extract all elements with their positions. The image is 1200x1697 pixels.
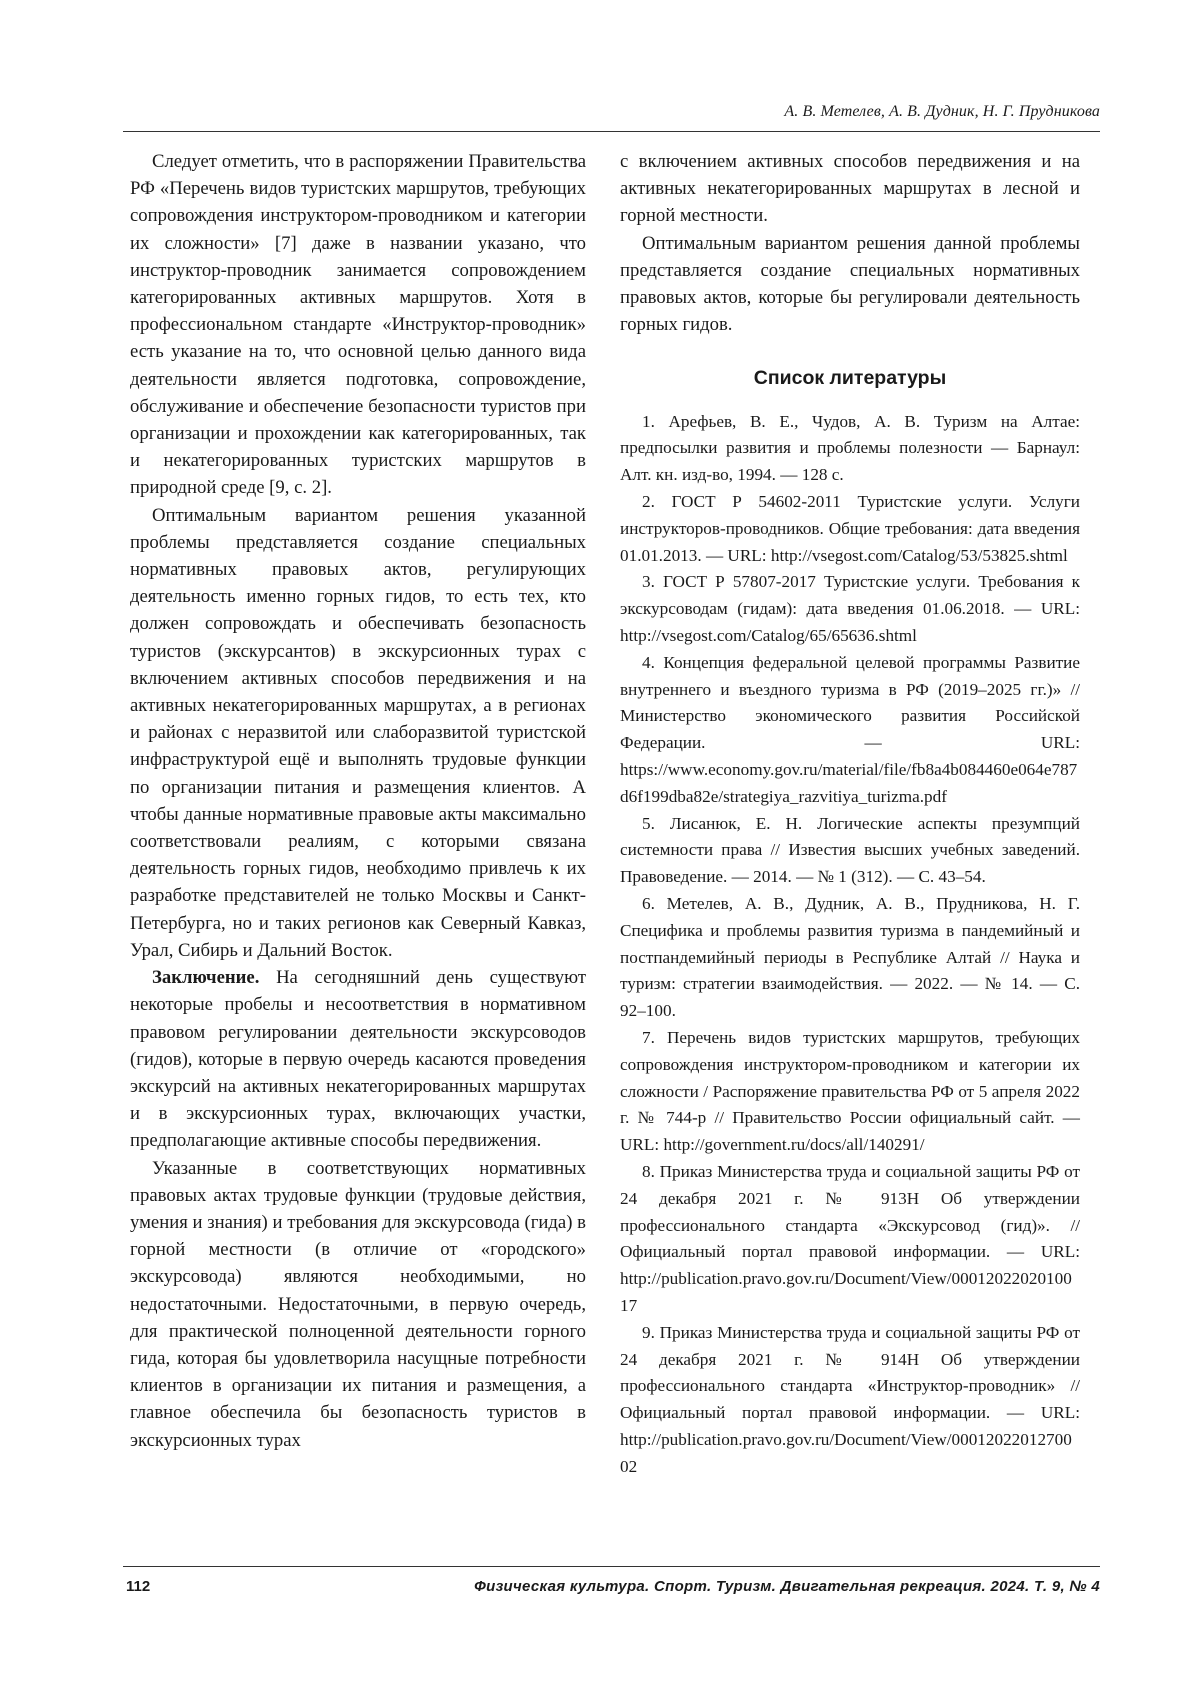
reference-item: 9. Приказ Министерства труда и социальной защиты РФ от 24 декабря 2021 г. № 914Н Об утверждении профессионального стандарта «Инструктор-проводник» // Официальный портал правовой информации. — URL: http://publication.pravo.gov.ru/Document/View/0001202201270002: [620, 1322, 1080, 1476]
header-rule: [123, 131, 1100, 132]
journal-title: Физическая культура. Спорт. Туризм. Двигательная рекреация. 2024. Т. 9, № 4: [474, 1578, 1100, 1595]
paragraph: Оптимальным вариантом решения данной проблемы представляется создание специальных нормативных правовых актов, которые бы регулировали деятельность горных гидов.: [620, 232, 1080, 336]
conclusion-label: Заключение.: [152, 967, 260, 989]
paragraph: с включением активных способов передвижения и на активных некатегорированных маршрутах в лесной и горной местности.: [620, 151, 1080, 227]
reference-item: 4. Концепция федеральной целевой программы Развитие внутреннего и въездного туризма в РФ (2019–2025 гг.)» // Министерство экономического развития Российской Федерации. — URL: https://www.economy.gov.ru/material/file/fb8a4b084460e064e787d6f199dba82e/strategiya_razvitiya_turizma.pdf: [620, 652, 1080, 806]
right-column: [620, 148, 1080, 1481]
page-number: 112: [126, 1578, 151, 1595]
conclusion-text: На сегодняшний день существуют некоторые пробелы и несоответствия в нормативном правовом регулировании деятельности экскурсоводов (гидов), которые в первую очередь касаются проведения экскурсий на активных некатегорированных маршрутах и в экскурсионных турах, включающих участки, предполагающие активные способы передвижения.: [130, 967, 586, 1152]
reference-item: 8. Приказ Министерства труда и социальной защиты РФ от 24 декабря 2021 г. № 913Н Об утверждении профессионального стандарта «Экскурсовод (гид)». // Официальный портал правовой информации. — URL: http://publication.pravo.gov.ru/Document/View/0001202202010017: [620, 1161, 1080, 1315]
reference-item: 7. Перечень видов туристских маршрутов, требующих сопровождения инструктором-проводником и категории их сложности / Распоряжение правительства РФ от 5 апреля 2022 г. № 744-р // Правительство России официальный сайт. — URL: http://government.ru/docs/all/140291/: [620, 1027, 1080, 1155]
paragraph: Указанные в соответствующих нормативных правовых актах трудовые функции (трудовые действия, умения и знания) и требования для экскурсовода (гида) в горной местности (в отличие от «городского» экскурсовода) являются необходимыми, но недостаточными. Недостаточными, в первую очередь, для практической полноценной деятельности горного гида, которая бы удовлетворила насущные потребности клиентов в организации их питания и размещения, а главное обеспечила бы безопасность туристов в экскурсионных турах: [130, 1157, 586, 1451]
reference-item: 3. ГОСТ Р 57807-2017 Туристские услуги. Требования к экскурсоводам (гидам): дата введения 01.06.2018. — URL: http://vsegost.com/Catalog/65/65636.shtml: [620, 572, 1080, 645]
paragraph: Следует отметить, что в распоряжении Правительства РФ «Перечень видов туристских маршрутов, требующих сопровождения инструктором-проводником и категории их сложности» [7] даже в названии указано, что инструктор-проводник занимается сопровождением категорированных активных маршрутов. Хотя в профессиональном стандарте «Инструктор-проводник» есть указание на то, что основной целью данного вида деятельности является подготовка, сопровождение, обслуживание и обеспечение безопасности туристов при организации и прохождении как категорированных, так и некатегорированных туристских маршрутов в природной среде [9, с. 2].: [130, 151, 586, 499]
conclusion-paragraph: [130, 964, 586, 1154]
paragraph: Оптимальным вариантом решения указанной проблемы представляется создание специальных нормативных правовых актов, регулирующих деятельность именно горных гидов, то есть тех, кто должен сопровождать и обеспечивать безопасность туристов (экскурсантов) в экскурсионных турах с включением активных способов передвижения и на активных некатегорированных маршрутах, а в регионах и районах с неразвитой или слаборазвитой туристской инфраструктурой ещё и выполнять трудовые функции по организации питания и размещения клиентов. А чтобы данные нормативные правовые акты максимально соответствовали реалиям, с которыми связана деятельность горных гидов, необходимо привлечь к их разработке представителей не только Москвы и Санкт-Петербурга, но и таких регионов как Северный Кавказ, Урал, Сибирь и Дальний Восток.: [130, 504, 586, 961]
references-heading: Список литературы: [753, 367, 947, 390]
left-column: [130, 148, 586, 1454]
reference-item: 5. Лисанюк, Е. Н. Логические аспекты презумпций системности права // Известия высших учебных заведений. Правоведение. — 2014. — № 1 (312). — С. 43–54.: [620, 813, 1080, 887]
references-list: [620, 409, 1080, 1481]
reference-item: 6. Метелев, А. В., Дудник, А. В., Прудникова, Н. Г. Специфика и проблемы развития туризма в пандемийный и постпандемийный периоды в Республике Алтай // Наука и туризм: стратегии взаимодействия. — 2022. — № 14. — С. 92–100.: [620, 893, 1080, 1021]
reference-item: 2. ГОСТ Р 54602-2011 Туристские услуги. Услуги инструкторов-проводников. Общие требования: дата введения 01.01.2013. — URL: http://vsegost.com/Catalog/53/53825.shtml: [620, 492, 1080, 565]
running-head-authors: А. В. Метелев, А. В. Дудник, Н. Г. Прудникова: [784, 103, 1100, 120]
reference-item: 1. Арефьев, В. Е., Чудов, А. В. Туризм на Алтае: предпосылки развития и проблемы полезности — Барнаул: Алт. кн. изд-во, 1994. — 128 с.: [620, 411, 1080, 485]
footer-rule: [123, 1566, 1100, 1567]
